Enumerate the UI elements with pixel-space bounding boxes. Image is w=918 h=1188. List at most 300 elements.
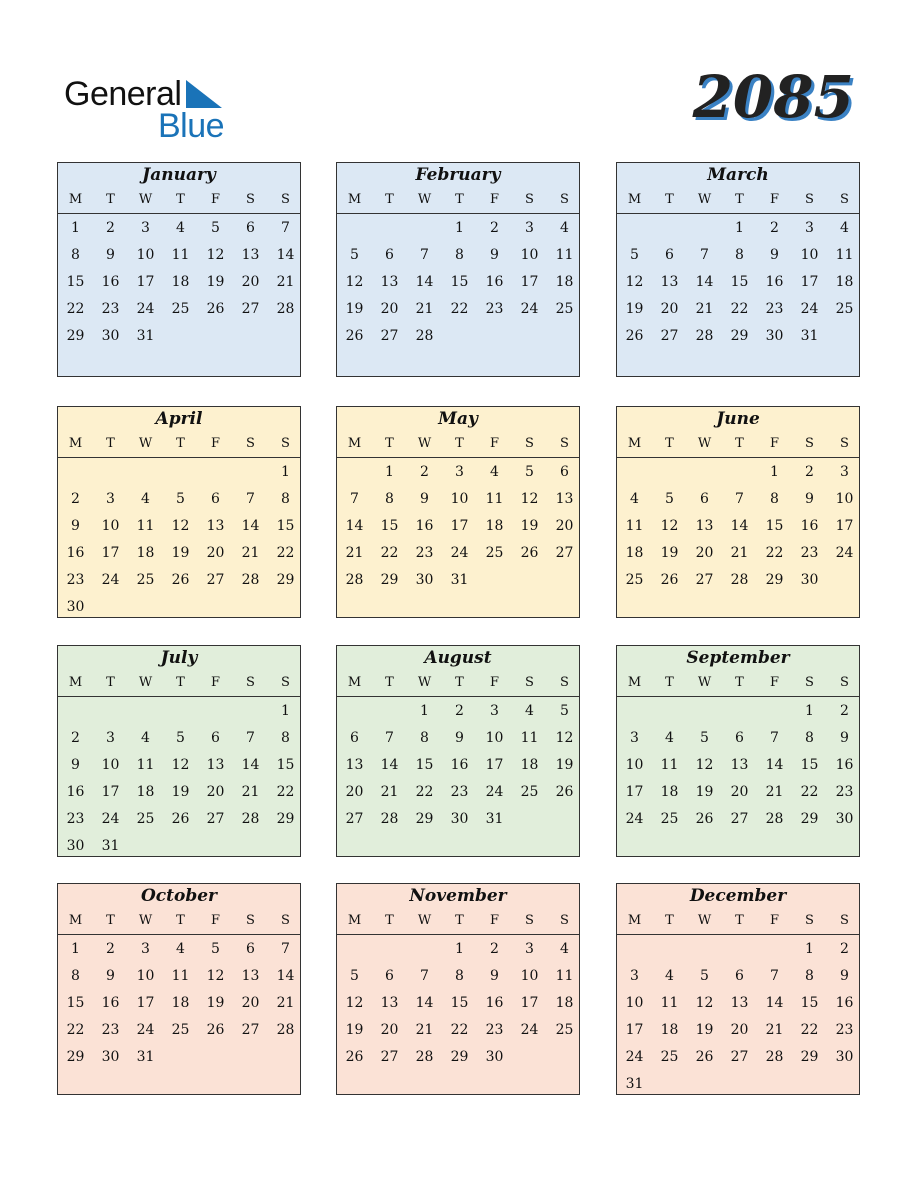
day-cell: 31 bbox=[625, 1076, 644, 1092]
day-cell: 16 bbox=[485, 274, 504, 290]
day-empty bbox=[58, 698, 93, 725]
day-cell: 26 bbox=[660, 572, 679, 588]
weekday-header: T bbox=[176, 675, 185, 690]
day-cell: 9 bbox=[840, 968, 849, 984]
day-cell: 4 bbox=[141, 491, 150, 507]
day-cell: 18 bbox=[520, 757, 539, 773]
weekday-header: T bbox=[735, 913, 744, 928]
day-cell: 29 bbox=[800, 1049, 819, 1065]
day-grid bbox=[58, 697, 300, 860]
day-cell: 23 bbox=[66, 572, 85, 588]
day-cell: 19 bbox=[206, 274, 225, 290]
day-cell: 16 bbox=[101, 274, 120, 290]
day-cell: 1 bbox=[805, 703, 814, 719]
day-cell: 25 bbox=[520, 784, 539, 800]
day-cell: 28 bbox=[765, 1049, 784, 1065]
weekday-header: T bbox=[106, 913, 115, 928]
weekday-header: T bbox=[385, 675, 394, 690]
day-cell: 21 bbox=[730, 545, 749, 561]
weekday-header: M bbox=[68, 436, 83, 451]
day-cell: 20 bbox=[730, 1022, 749, 1038]
day-cell: 27 bbox=[660, 328, 679, 344]
day-grid bbox=[337, 458, 579, 594]
day-cell: 20 bbox=[380, 1022, 399, 1038]
weekday-header-row bbox=[58, 670, 300, 697]
day-cell: 7 bbox=[246, 730, 255, 746]
day-cell: 23 bbox=[835, 784, 854, 800]
day-cell: 17 bbox=[101, 784, 120, 800]
day-cell: 26 bbox=[345, 1049, 364, 1065]
day-cell: 19 bbox=[206, 995, 225, 1011]
weekday-header: S bbox=[840, 192, 849, 207]
day-cell: 17 bbox=[520, 274, 539, 290]
weekday-header: S bbox=[246, 192, 255, 207]
weekday-header: W bbox=[697, 192, 712, 207]
day-cell: 22 bbox=[730, 301, 749, 317]
day-cell: 8 bbox=[281, 491, 290, 507]
day-empty bbox=[407, 215, 442, 242]
day-cell: 2 bbox=[805, 464, 814, 480]
day-cell: 21 bbox=[276, 995, 295, 1011]
day-cell: 14 bbox=[276, 968, 295, 984]
day-cell: 7 bbox=[281, 941, 290, 957]
day-cell: 6 bbox=[735, 730, 744, 746]
day-cell: 8 bbox=[71, 968, 80, 984]
day-cell: 30 bbox=[66, 599, 85, 615]
day-cell: 13 bbox=[241, 247, 260, 263]
logo bbox=[64, 75, 234, 145]
weekday-header: T bbox=[735, 192, 744, 207]
day-cell: 17 bbox=[136, 274, 155, 290]
day-empty bbox=[407, 936, 442, 963]
day-cell: 24 bbox=[136, 301, 155, 317]
day-cell: 6 bbox=[665, 247, 674, 263]
day-cell: 30 bbox=[485, 1049, 504, 1065]
day-cell: 12 bbox=[625, 274, 644, 290]
day-cell: 8 bbox=[455, 247, 464, 263]
day-empty bbox=[198, 459, 233, 486]
weekday-header-row bbox=[58, 908, 300, 935]
day-cell: 11 bbox=[660, 995, 679, 1011]
day-cell: 21 bbox=[765, 1022, 784, 1038]
day-cell: 22 bbox=[66, 1022, 85, 1038]
day-cell: 31 bbox=[136, 1049, 155, 1065]
day-empty bbox=[337, 698, 372, 725]
day-cell: 20 bbox=[206, 545, 225, 561]
day-cell: 29 bbox=[800, 811, 819, 827]
day-cell: 12 bbox=[171, 757, 190, 773]
day-cell: 7 bbox=[770, 730, 779, 746]
month-name: February bbox=[415, 165, 501, 185]
day-cell: 25 bbox=[625, 572, 644, 588]
day-cell: 14 bbox=[695, 274, 714, 290]
day-cell: 20 bbox=[345, 784, 364, 800]
day-cell: 13 bbox=[555, 491, 574, 507]
day-cell: 9 bbox=[71, 757, 80, 773]
day-cell: 23 bbox=[485, 301, 504, 317]
day-cell: 21 bbox=[415, 1022, 434, 1038]
weekday-header: W bbox=[417, 913, 432, 928]
day-cell: 29 bbox=[730, 328, 749, 344]
day-cell: 17 bbox=[625, 1022, 644, 1038]
day-cell: 22 bbox=[450, 1022, 469, 1038]
day-cell: 1 bbox=[420, 703, 429, 719]
day-cell: 1 bbox=[770, 464, 779, 480]
day-cell: 2 bbox=[420, 464, 429, 480]
day-cell: 31 bbox=[136, 328, 155, 344]
day-cell: 3 bbox=[141, 941, 150, 957]
day-cell: 7 bbox=[420, 968, 429, 984]
day-empty bbox=[687, 936, 722, 963]
day-cell: 25 bbox=[171, 1022, 190, 1038]
day-cell: 5 bbox=[176, 491, 185, 507]
weekday-header: S bbox=[560, 913, 569, 928]
day-cell: 17 bbox=[625, 784, 644, 800]
day-cell: 12 bbox=[660, 518, 679, 534]
day-cell: 23 bbox=[66, 811, 85, 827]
month-november bbox=[336, 883, 580, 1095]
weekday-header: S bbox=[246, 675, 255, 690]
day-cell: 2 bbox=[490, 220, 499, 236]
day-cell: 22 bbox=[800, 1022, 819, 1038]
day-cell: 22 bbox=[66, 301, 85, 317]
day-cell: 13 bbox=[660, 274, 679, 290]
day-empty bbox=[617, 698, 652, 725]
day-cell: 25 bbox=[660, 811, 679, 827]
month-name: October bbox=[140, 886, 217, 906]
day-cell: 4 bbox=[630, 491, 639, 507]
day-cell: 12 bbox=[695, 995, 714, 1011]
day-cell: 24 bbox=[835, 545, 854, 561]
day-cell: 18 bbox=[625, 545, 644, 561]
day-cell: 6 bbox=[385, 968, 394, 984]
weekday-header-row bbox=[617, 908, 859, 935]
day-cell: 3 bbox=[106, 491, 115, 507]
day-cell: 25 bbox=[835, 301, 854, 317]
day-cell: 27 bbox=[241, 301, 260, 317]
day-cell: 5 bbox=[560, 703, 569, 719]
day-cell: 24 bbox=[101, 811, 120, 827]
day-cell: 14 bbox=[345, 518, 364, 534]
day-cell: 28 bbox=[415, 328, 434, 344]
weekday-header: T bbox=[176, 913, 185, 928]
day-cell: 22 bbox=[800, 784, 819, 800]
day-grid bbox=[58, 458, 300, 621]
day-cell: 21 bbox=[241, 545, 260, 561]
day-cell: 14 bbox=[765, 995, 784, 1011]
year-title: 2085 bbox=[692, 63, 854, 131]
weekday-header: S bbox=[840, 436, 849, 451]
day-cell: 9 bbox=[770, 247, 779, 263]
day-cell: 26 bbox=[171, 811, 190, 827]
day-cell: 28 bbox=[276, 1022, 295, 1038]
weekday-header: T bbox=[665, 436, 674, 451]
day-empty bbox=[722, 698, 757, 725]
day-cell: 16 bbox=[101, 995, 120, 1011]
day-cell: 13 bbox=[345, 757, 364, 773]
day-cell: 4 bbox=[560, 941, 569, 957]
day-cell: 29 bbox=[276, 572, 295, 588]
day-cell: 16 bbox=[765, 274, 784, 290]
day-cell: 18 bbox=[660, 1022, 679, 1038]
day-cell: 29 bbox=[276, 811, 295, 827]
day-cell: 3 bbox=[490, 703, 499, 719]
day-cell: 15 bbox=[730, 274, 749, 290]
weekday-header: W bbox=[417, 192, 432, 207]
day-cell: 3 bbox=[141, 220, 150, 236]
day-cell: 24 bbox=[136, 1022, 155, 1038]
day-cell: 19 bbox=[520, 518, 539, 534]
day-cell: 26 bbox=[206, 301, 225, 317]
day-cell: 3 bbox=[106, 730, 115, 746]
day-cell: 10 bbox=[136, 247, 155, 263]
day-cell: 1 bbox=[281, 464, 290, 480]
day-cell: 10 bbox=[800, 247, 819, 263]
day-cell: 23 bbox=[800, 545, 819, 561]
day-cell: 5 bbox=[350, 247, 359, 263]
day-cell: 3 bbox=[630, 968, 639, 984]
weekday-header: S bbox=[805, 436, 814, 451]
day-cell: 30 bbox=[450, 811, 469, 827]
weekday-header: F bbox=[769, 913, 780, 928]
day-cell: 2 bbox=[840, 941, 849, 957]
weekday-header-row bbox=[337, 670, 579, 697]
weekday-header-row bbox=[337, 431, 579, 458]
day-cell: 24 bbox=[450, 545, 469, 561]
logo-word-blue: Blue bbox=[158, 107, 225, 145]
day-cell: 19 bbox=[660, 545, 679, 561]
day-cell: 24 bbox=[800, 301, 819, 317]
day-cell: 21 bbox=[695, 301, 714, 317]
weekday-header: T bbox=[665, 192, 674, 207]
month-may bbox=[336, 406, 580, 618]
weekday-header: S bbox=[281, 913, 290, 928]
day-cell: 16 bbox=[66, 545, 85, 561]
day-cell: 19 bbox=[555, 757, 574, 773]
weekday-header: M bbox=[347, 192, 362, 207]
day-cell: 13 bbox=[730, 757, 749, 773]
day-empty bbox=[233, 698, 268, 725]
day-cell: 12 bbox=[206, 247, 225, 263]
day-cell: 8 bbox=[420, 730, 429, 746]
day-cell: 5 bbox=[176, 730, 185, 746]
day-cell: 4 bbox=[840, 220, 849, 236]
day-cell: 17 bbox=[136, 995, 155, 1011]
day-cell: 23 bbox=[765, 301, 784, 317]
weekday-header-row bbox=[617, 670, 859, 697]
month-name: April bbox=[155, 409, 203, 429]
day-cell: 4 bbox=[665, 968, 674, 984]
day-cell: 4 bbox=[141, 730, 150, 746]
weekday-header: F bbox=[769, 675, 780, 690]
day-cell: 26 bbox=[171, 572, 190, 588]
day-cell: 17 bbox=[485, 757, 504, 773]
weekday-header: S bbox=[281, 675, 290, 690]
day-cell: 15 bbox=[800, 995, 819, 1011]
day-cell: 7 bbox=[281, 220, 290, 236]
day-cell: 24 bbox=[625, 811, 644, 827]
day-cell: 7 bbox=[770, 968, 779, 984]
logo-word-general: General bbox=[64, 75, 182, 113]
day-cell: 25 bbox=[555, 1022, 574, 1038]
weekday-header: W bbox=[138, 913, 153, 928]
weekday-header: M bbox=[68, 192, 83, 207]
day-cell: 23 bbox=[415, 545, 434, 561]
day-cell: 5 bbox=[630, 247, 639, 263]
day-cell: 30 bbox=[800, 572, 819, 588]
day-cell: 2 bbox=[71, 491, 80, 507]
weekday-header: S bbox=[246, 913, 255, 928]
weekday-header: F bbox=[489, 675, 500, 690]
weekday-header: W bbox=[138, 192, 153, 207]
day-cell: 26 bbox=[345, 328, 364, 344]
day-cell: 11 bbox=[555, 968, 574, 984]
day-cell: 2 bbox=[490, 941, 499, 957]
day-cell: 6 bbox=[735, 968, 744, 984]
day-cell: 5 bbox=[211, 220, 220, 236]
day-cell: 31 bbox=[800, 328, 819, 344]
day-cell: 10 bbox=[101, 757, 120, 773]
day-cell: 9 bbox=[71, 518, 80, 534]
month-june bbox=[616, 406, 860, 618]
day-cell: 2 bbox=[106, 941, 115, 957]
day-empty bbox=[337, 459, 372, 486]
day-cell: 15 bbox=[765, 518, 784, 534]
day-cell: 16 bbox=[450, 757, 469, 773]
weekday-header: S bbox=[281, 436, 290, 451]
day-cell: 9 bbox=[455, 730, 464, 746]
day-cell: 30 bbox=[101, 1049, 120, 1065]
day-cell: 6 bbox=[211, 730, 220, 746]
day-cell: 14 bbox=[276, 247, 295, 263]
day-cell: 16 bbox=[835, 995, 854, 1011]
day-cell: 6 bbox=[560, 464, 569, 480]
day-empty bbox=[128, 698, 163, 725]
day-cell: 29 bbox=[450, 1049, 469, 1065]
month-name: September bbox=[686, 648, 790, 668]
day-cell: 3 bbox=[455, 464, 464, 480]
day-cell: 20 bbox=[380, 301, 399, 317]
day-cell: 9 bbox=[420, 491, 429, 507]
day-cell: 11 bbox=[520, 730, 539, 746]
day-cell: 18 bbox=[136, 784, 155, 800]
day-cell: 18 bbox=[171, 274, 190, 290]
day-cell: 10 bbox=[450, 491, 469, 507]
month-september bbox=[616, 645, 860, 857]
weekday-header-row bbox=[337, 908, 579, 935]
day-cell: 26 bbox=[695, 1049, 714, 1065]
day-cell: 6 bbox=[700, 491, 709, 507]
day-cell: 3 bbox=[525, 220, 534, 236]
day-cell: 2 bbox=[71, 730, 80, 746]
day-cell: 5 bbox=[700, 730, 709, 746]
weekday-header: T bbox=[735, 436, 744, 451]
day-cell: 18 bbox=[660, 784, 679, 800]
day-empty bbox=[652, 215, 687, 242]
day-grid bbox=[337, 697, 579, 833]
day-cell: 12 bbox=[555, 730, 574, 746]
weekday-header: S bbox=[525, 192, 534, 207]
day-cell: 26 bbox=[206, 1022, 225, 1038]
day-cell: 12 bbox=[345, 995, 364, 1011]
day-cell: 7 bbox=[420, 247, 429, 263]
day-cell: 11 bbox=[136, 518, 155, 534]
day-cell: 8 bbox=[805, 968, 814, 984]
weekday-header-row bbox=[337, 187, 579, 214]
day-empty bbox=[93, 698, 128, 725]
day-cell: 5 bbox=[665, 491, 674, 507]
day-cell: 15 bbox=[66, 274, 85, 290]
day-cell: 2 bbox=[770, 220, 779, 236]
weekday-header: W bbox=[697, 436, 712, 451]
day-empty bbox=[93, 459, 128, 486]
day-cell: 16 bbox=[835, 757, 854, 773]
day-grid bbox=[617, 458, 859, 594]
weekday-header: S bbox=[840, 913, 849, 928]
day-cell: 18 bbox=[171, 995, 190, 1011]
day-cell: 1 bbox=[455, 220, 464, 236]
day-cell: 6 bbox=[211, 491, 220, 507]
day-cell: 9 bbox=[490, 968, 499, 984]
day-cell: 11 bbox=[171, 968, 190, 984]
day-cell: 27 bbox=[730, 811, 749, 827]
day-grid bbox=[617, 935, 859, 1098]
weekday-header-row bbox=[617, 431, 859, 458]
day-cell: 10 bbox=[520, 247, 539, 263]
day-cell: 8 bbox=[770, 491, 779, 507]
day-cell: 27 bbox=[241, 1022, 260, 1038]
day-cell: 10 bbox=[485, 730, 504, 746]
weekday-header-row bbox=[58, 187, 300, 214]
day-cell: 20 bbox=[730, 784, 749, 800]
day-cell: 7 bbox=[350, 491, 359, 507]
day-cell: 8 bbox=[805, 730, 814, 746]
weekday-header: F bbox=[489, 913, 500, 928]
weekday-header: M bbox=[347, 913, 362, 928]
day-cell: 28 bbox=[241, 811, 260, 827]
day-cell: 26 bbox=[555, 784, 574, 800]
month-july bbox=[57, 645, 301, 857]
day-cell: 11 bbox=[835, 247, 854, 263]
day-empty bbox=[617, 459, 652, 486]
day-cell: 21 bbox=[765, 784, 784, 800]
weekday-header: M bbox=[347, 675, 362, 690]
day-cell: 28 bbox=[695, 328, 714, 344]
weekday-header: T bbox=[455, 436, 464, 451]
day-empty bbox=[687, 215, 722, 242]
month-name: November bbox=[409, 886, 507, 906]
day-cell: 20 bbox=[695, 545, 714, 561]
day-cell: 17 bbox=[800, 274, 819, 290]
day-cell: 30 bbox=[66, 838, 85, 854]
day-cell: 25 bbox=[136, 572, 155, 588]
day-cell: 27 bbox=[695, 572, 714, 588]
weekday-header: S bbox=[805, 913, 814, 928]
day-cell: 31 bbox=[101, 838, 120, 854]
day-cell: 16 bbox=[800, 518, 819, 534]
day-cell: 28 bbox=[380, 811, 399, 827]
day-cell: 14 bbox=[415, 995, 434, 1011]
day-cell: 24 bbox=[520, 301, 539, 317]
day-cell: 29 bbox=[380, 572, 399, 588]
day-cell: 1 bbox=[805, 941, 814, 957]
month-march bbox=[616, 162, 860, 377]
weekday-header: F bbox=[210, 436, 221, 451]
day-cell: 15 bbox=[450, 995, 469, 1011]
day-cell: 31 bbox=[450, 572, 469, 588]
day-cell: 29 bbox=[66, 1049, 85, 1065]
day-cell: 14 bbox=[241, 757, 260, 773]
